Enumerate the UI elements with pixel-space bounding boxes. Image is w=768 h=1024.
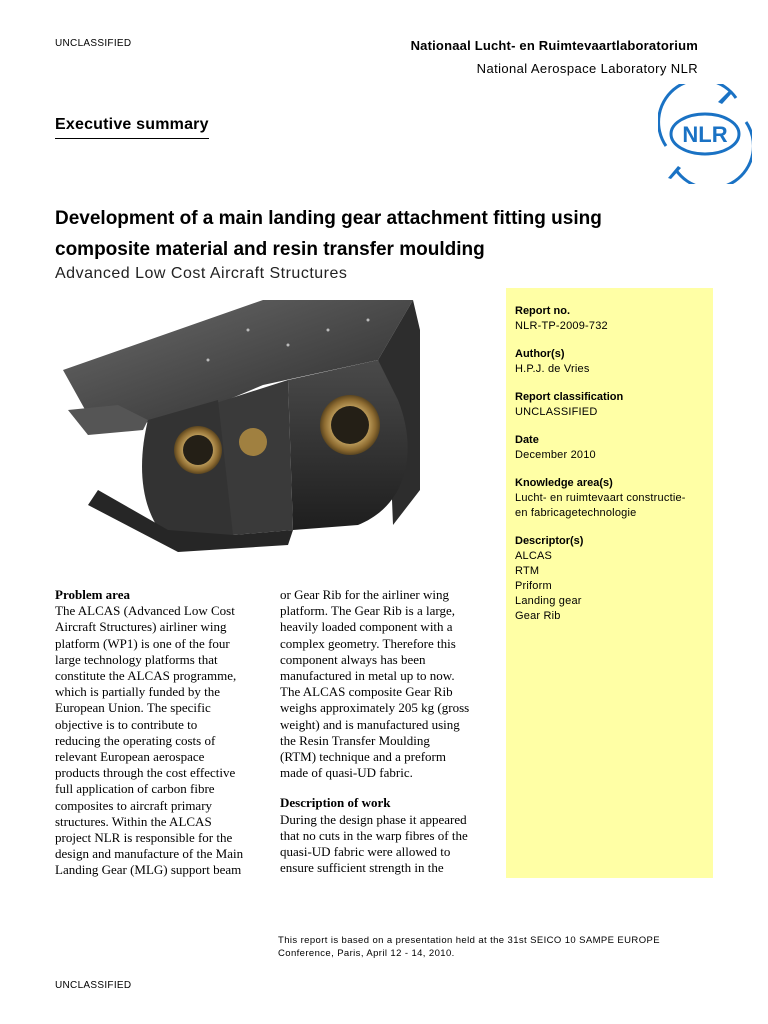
title-line-2: composite material and resin transfer moulding bbox=[55, 239, 485, 260]
classification-value: UNCLASSIFIED bbox=[515, 406, 598, 418]
presentation-footnote bbox=[278, 934, 698, 960]
text-line: made of quasi-UD fabric. bbox=[280, 765, 413, 781]
text-line: complex geometry. Therefore this bbox=[280, 635, 456, 651]
text-line: (RTM) technique and a preform bbox=[280, 749, 446, 765]
descriptor-item: Priform bbox=[515, 580, 552, 592]
report-no-label: Report no. bbox=[515, 305, 570, 317]
text-line: full application of carbon fibre bbox=[55, 781, 215, 797]
text-line: platform. The Gear Rib is a large, bbox=[280, 603, 455, 619]
footnote-line-2: Conference, Paris, April 12 - 14, 2010. bbox=[278, 948, 455, 959]
classification-top: UNCLASSIFIED bbox=[55, 38, 132, 49]
text-line: Landing Gear (MLG) support beam bbox=[55, 862, 242, 878]
authors-label: Author(s) bbox=[515, 348, 565, 360]
text-line: manufactured in metal up to now. bbox=[280, 668, 455, 684]
classification-bottom: UNCLASSIFIED bbox=[55, 980, 132, 991]
text-line: weighs approximately 205 kg (gross bbox=[280, 700, 470, 716]
footnote-line-1: This report is based on a presentation held at the 31st SEICO 10 SAMPE EUROPE bbox=[278, 935, 660, 946]
problem-area-text-continued bbox=[280, 587, 492, 781]
text-line: The ALCAS composite Gear Rib bbox=[280, 684, 453, 700]
document-subtitle: Advanced Low Cost Aircraft Structures bbox=[55, 265, 348, 282]
executive-summary-heading: Executive summary bbox=[55, 116, 209, 139]
gear-rib-photo bbox=[58, 290, 433, 560]
text-line: relevant European aerospace bbox=[55, 749, 205, 765]
text-line: During the design phase it appeared bbox=[280, 811, 467, 827]
descriptors-list bbox=[515, 549, 710, 624]
knowledge-area-line-1: Lucht- en ruimtevaart constructie- bbox=[515, 492, 686, 504]
text-line: Aircraft Structures) airliner wing bbox=[55, 619, 227, 635]
text-line: constitute the ALCAS programme, bbox=[55, 668, 237, 684]
authors-value: H.P.J. de Vries bbox=[515, 363, 590, 375]
text-line: project NLR is responsible for the bbox=[55, 830, 233, 846]
text-line: quasi-UD fabric were allowed to bbox=[280, 844, 451, 860]
report-no-value: NLR-TP-2009-732 bbox=[515, 320, 608, 332]
org-name-dutch: Nationaal Lucht- en Ruimtevaartlaboratorium bbox=[410, 38, 698, 53]
descriptors-label: Descriptor(s) bbox=[515, 535, 584, 547]
text-line: The ALCAS (Advanced Low Cost bbox=[55, 603, 235, 619]
knowledge-area-value bbox=[515, 491, 710, 521]
text-line: large technology platforms that bbox=[55, 651, 218, 667]
description-of-work-text bbox=[280, 812, 492, 877]
text-line: component always has been bbox=[280, 651, 426, 667]
date-value: December 2010 bbox=[515, 449, 596, 461]
text-line: composites to aircraft primary bbox=[55, 797, 213, 813]
text-line: heavily loaded component with a bbox=[280, 619, 453, 635]
text-line: the Resin Transfer Moulding bbox=[280, 732, 430, 748]
logo-text: NLR bbox=[682, 122, 728, 147]
report-info-list bbox=[515, 304, 710, 637]
nlr-logo bbox=[658, 84, 752, 184]
text-line: platform (WP1) is one of the four bbox=[55, 635, 230, 651]
descriptor-item: Gear Rib bbox=[515, 610, 561, 622]
text-line: structures. Within the ALCAS bbox=[55, 813, 212, 829]
date-label: Date bbox=[515, 434, 539, 446]
problem-area-heading: Problem area bbox=[55, 587, 130, 602]
descriptor-item: ALCAS bbox=[515, 550, 553, 562]
text-line: ensure sufficient strength in the bbox=[280, 860, 444, 876]
text-line: weight) and is manufactured using bbox=[280, 716, 460, 732]
text-line: that no cuts in the warp fibres of the bbox=[280, 827, 468, 843]
descriptor-item: Landing gear bbox=[515, 595, 582, 607]
body-column-2 bbox=[280, 587, 492, 876]
document-title bbox=[55, 203, 705, 265]
text-line: reducing the operating costs of bbox=[55, 732, 216, 748]
classification-label: Report classification bbox=[515, 391, 624, 403]
knowledge-area-label: Knowledge area(s) bbox=[515, 477, 613, 489]
description-of-work-heading: Description of work bbox=[280, 795, 391, 811]
title-line-1: Development of a main landing gear attachment fitting using bbox=[55, 208, 602, 229]
text-line: which is partially funded by the bbox=[55, 684, 220, 700]
text-line: or Gear Rib for the airliner wing bbox=[280, 587, 449, 602]
descriptor-item: RTM bbox=[515, 565, 540, 577]
text-line: products through the cost effective bbox=[55, 765, 236, 781]
knowledge-area-line-2: en fabricagetechnologie bbox=[515, 507, 637, 519]
text-line: objective is to contribute to bbox=[55, 716, 198, 732]
body-column-1 bbox=[55, 587, 267, 879]
text-line: design and manufacture of the Main bbox=[55, 846, 244, 862]
text-line: European Union. The specific bbox=[55, 700, 211, 716]
problem-area-text bbox=[55, 603, 267, 878]
org-name-english: National Aerospace Laboratory NLR bbox=[476, 61, 698, 76]
